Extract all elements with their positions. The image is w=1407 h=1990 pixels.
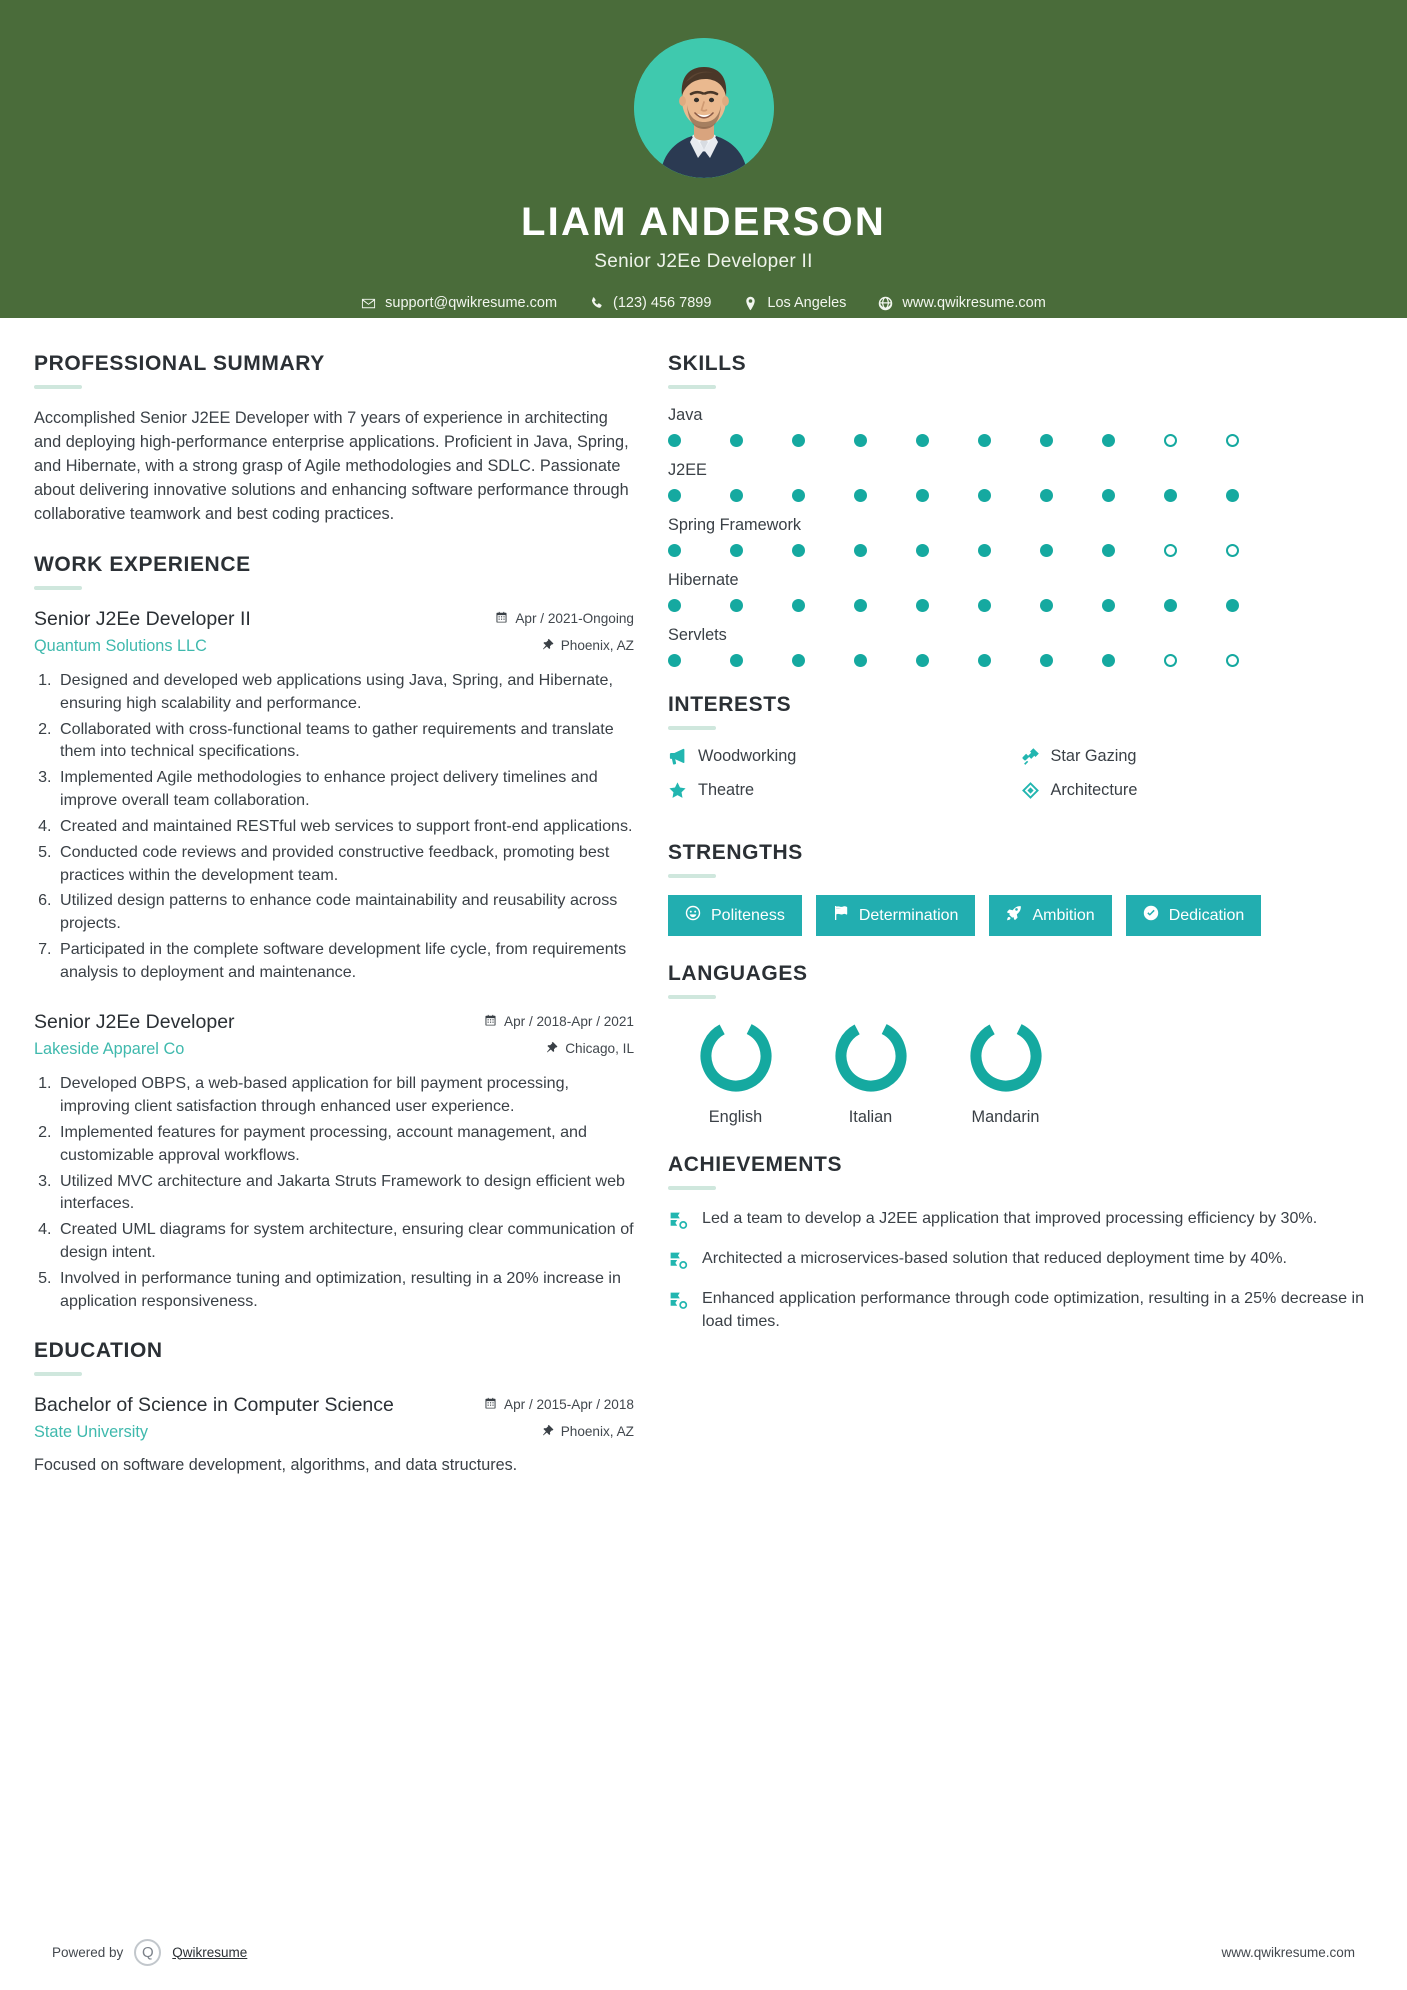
section-languages (668, 962, 1373, 1127)
skill-label: J2EE (668, 461, 707, 479)
skill-dot-filled (730, 654, 743, 667)
skill-label: Java (668, 406, 703, 424)
skill-item (668, 461, 1373, 502)
left-column (34, 352, 634, 1503)
skill-dot-empty (1164, 654, 1177, 667)
powered-by-label: Powered by (52, 1944, 124, 1960)
award-badge-icon (668, 1250, 689, 1271)
skill-item (668, 516, 1373, 557)
interest-label: Architecture (1050, 781, 1138, 799)
strength-tag-politeness (668, 895, 802, 936)
skill-dot-filled (978, 599, 991, 612)
phone-icon (589, 296, 604, 311)
section-title-languages: LANGUAGES (668, 962, 808, 985)
contact-phone[interactable] (573, 295, 727, 311)
section-rule (668, 1186, 716, 1190)
smiley-icon (685, 905, 701, 926)
education-description: Focused on software development, algorithms, and data structures. (34, 1455, 518, 1474)
skill-dot-filled (1040, 654, 1053, 667)
section-strengths (668, 841, 1373, 936)
achievement-item (668, 1287, 1373, 1332)
skill-dot-empty (1164, 544, 1177, 557)
job-bullet: 3. Implemented Agile methodologies to enhance project delivery timelines and improve overall team collaboration. (56, 766, 634, 812)
job-title: Senior J2Ee Developer II (34, 607, 251, 630)
section-title-strengths: STRENGTHS (668, 841, 803, 864)
interest-item (668, 781, 1021, 800)
achievement-text: Architected a microservices-based solution that reduced deployment time by 40%. (702, 1249, 1288, 1267)
strength-label: Determination (858, 906, 959, 924)
skill-dot-empty (1226, 434, 1239, 447)
interest-label: Theatre (698, 781, 755, 799)
pushpin-icon (541, 1424, 554, 1440)
skill-item (668, 571, 1373, 612)
job-bullet: 4. Created UML diagrams for system architecture, ensuring clear communication of design intent. (56, 1218, 634, 1264)
qwikresume-logo-icon: Q (134, 1939, 161, 1966)
language-progress-ring (831, 1016, 911, 1096)
skill-dot-filled (1040, 434, 1053, 447)
calendar-icon (495, 611, 508, 627)
skill-dot-filled (730, 434, 743, 447)
job-location-text: Chicago, IL (565, 1041, 634, 1057)
skill-dot-filled (1102, 544, 1115, 557)
job-role-subtitle: Senior J2Ee Developer II (594, 251, 813, 272)
section-rule (34, 385, 82, 389)
section-rule (668, 726, 716, 730)
section-title-interests: INTERESTS (668, 693, 792, 716)
job-bullet: 1. Developed OBPS, a web-based application for bill payment processing, improving client satisfaction through enhanced user experience. (56, 1072, 634, 1118)
job-location-text: Phoenix, AZ (560, 638, 634, 654)
skill-rating (668, 489, 1373, 502)
skill-dot-filled (1226, 599, 1239, 612)
skill-dot-filled (1102, 489, 1115, 502)
job-bullet: 4. Created and maintained RESTful web services to support front-end applications. (56, 815, 634, 838)
contact-phone-text: (123) 456 7899 (613, 295, 712, 311)
section-rule (34, 1372, 82, 1376)
strength-label: Dedication (1168, 906, 1245, 924)
achievement-item (668, 1207, 1373, 1231)
skill-rating (668, 654, 1373, 667)
experience-entry (34, 607, 634, 984)
section-interests (668, 693, 1373, 815)
diamond-icon (1021, 781, 1040, 800)
experience-entry (34, 1010, 634, 1313)
skill-dot-filled (668, 544, 681, 557)
resume-header (0, 0, 1407, 318)
skill-dot-filled (854, 544, 867, 557)
section-title-skills: SKILLS (668, 352, 747, 375)
skill-label: Spring Framework (668, 516, 802, 534)
skill-label: Hibernate (668, 571, 739, 589)
education-dates-text: Apr / 2015-Apr / 2018 (504, 1397, 634, 1413)
skill-dot-filled (1164, 489, 1177, 502)
award-badge-icon (668, 1210, 689, 1231)
section-education (34, 1339, 634, 1477)
skill-dot-filled (854, 654, 867, 667)
job-bullet: 2. Implemented features for payment processing, account management, and customizable approval workflows. (56, 1121, 634, 1167)
language-progress-ring (696, 1016, 776, 1096)
pushpin-icon (545, 1041, 558, 1057)
languages-list (668, 1016, 1373, 1127)
footer-website: www.qwikresume.com (1221, 1944, 1355, 1960)
skill-item (668, 406, 1373, 447)
job-bullet: 7. Participated in the complete software development life cycle, from requirements analysis to deployment and maintenance. (56, 938, 634, 984)
check-circle-icon (1143, 905, 1159, 926)
section-rule (34, 586, 82, 590)
skill-dot-empty (1164, 434, 1177, 447)
skill-dot-filled (978, 489, 991, 502)
job-bullets (56, 1072, 634, 1312)
contact-email-text: support@qwikresume.com (385, 295, 558, 311)
skill-dot-filled (1164, 599, 1177, 612)
skill-dot-filled (668, 434, 681, 447)
interests-list (668, 747, 1373, 815)
section-professional-summary (34, 352, 634, 527)
job-bullet: 6. Utilized design patterns to enhance code maintainability and reusability across projects. (56, 889, 634, 935)
section-rule (668, 385, 716, 389)
skill-dot-filled (854, 599, 867, 612)
skill-dot-filled (792, 489, 805, 502)
skill-dot-filled (1040, 599, 1053, 612)
language-item (803, 1016, 938, 1127)
strength-tag-determination (816, 895, 976, 936)
page-title: LIAM ANDERSON (521, 200, 886, 244)
education-location-text: Phoenix, AZ (560, 1424, 634, 1440)
award-badge-icon (668, 1290, 689, 1311)
language-progress-ring (966, 1016, 1046, 1096)
section-skills (668, 352, 1373, 667)
rocket-icon (1006, 905, 1022, 926)
language-label: Italian (848, 1108, 893, 1126)
language-label: Mandarin (971, 1108, 1040, 1126)
strength-tag-dedication (1126, 895, 1262, 936)
skill-dot-filled (1040, 544, 1053, 557)
avatar-photo (634, 38, 774, 178)
section-title-education: EDUCATION (34, 1338, 163, 1362)
hammer-icon (1021, 747, 1040, 766)
skill-dot-filled (730, 489, 743, 502)
summary-text: Accomplished Senior J2EE Developer with 7 years of experience in architecting and deploying high-performance enterprise applications. Proficient in Java, Spring, and Hibernate, with a strong grasp of Agile methodologies and SDLC. Passionate about delivering innovative solutions and enhancing software performance through collaborative teamwork and best coding practices. (34, 409, 629, 524)
job-bullet: 1. Designed and developed web applications using Java, Spring, and Hibernate, ensuring high scalability and performance. (56, 669, 634, 715)
skill-dot-filled (978, 654, 991, 667)
achievement-item (668, 1247, 1373, 1271)
skill-dot-filled (668, 654, 681, 667)
job-bullet: 5. Conducted code reviews and provided constructive feedback, promoting best practices within the development team. (56, 841, 634, 887)
skill-dot-filled (792, 654, 805, 667)
skill-dot-filled (854, 489, 867, 502)
skill-dot-filled (916, 599, 929, 612)
skill-dot-filled (792, 434, 805, 447)
skill-dot-filled (1040, 489, 1053, 502)
job-bullet: 5. Involved in performance tuning and optimization, resulting in a 20% increase in application responsiveness. (56, 1267, 634, 1313)
education-school[interactable]: State University (34, 1422, 149, 1441)
contact-bar (345, 295, 1062, 311)
skill-dot-filled (916, 544, 929, 557)
skill-dot-filled (854, 434, 867, 447)
contact-location (727, 295, 862, 311)
contact-website-text: www.qwikresume.com (902, 295, 1046, 311)
language-item (668, 1016, 803, 1127)
envelope-icon (361, 296, 376, 311)
skill-dot-filled (730, 544, 743, 557)
skill-dot-filled (978, 544, 991, 557)
resume-body (0, 318, 1407, 1503)
skill-rating (668, 544, 1373, 557)
job-dates (484, 1014, 634, 1030)
section-title-achievements: ACHIEVEMENTS (668, 1153, 843, 1176)
page-footer (0, 1914, 1407, 1990)
section-title-experience: WORK EXPERIENCE (34, 552, 251, 576)
education-dates (484, 1397, 634, 1413)
section-title-summary: PROFESSIONAL SUMMARY (34, 352, 325, 375)
education-degree: Bachelor of Science in Computer Science (34, 1393, 394, 1416)
right-column (668, 352, 1373, 1503)
skill-item (668, 626, 1373, 667)
interest-label: Star Gazing (1050, 747, 1137, 765)
skill-label: Servlets (668, 626, 727, 644)
language-label: English (708, 1108, 763, 1126)
language-item (938, 1016, 1073, 1127)
interest-label: Woodworking (698, 747, 797, 765)
job-bullet: 2. Collaborated with cross-functional teams to gather requirements and translate them into technical specifications. (56, 718, 634, 764)
skill-dot-empty (1226, 544, 1239, 557)
interest-item (668, 747, 1021, 766)
megaphone-icon (668, 747, 687, 766)
skill-dot-filled (916, 434, 929, 447)
skill-dot-filled (730, 599, 743, 612)
qwikresume-link[interactable]: Qwikresume (172, 1944, 248, 1960)
strengths-list (668, 895, 1373, 936)
skill-rating (668, 599, 1373, 612)
interest-item (1021, 781, 1374, 800)
achievement-text: Led a team to develop a J2EE application that improved processing efficiency by 30%. (702, 1209, 1318, 1227)
strength-tag-ambition (989, 895, 1111, 936)
powered-by (52, 1939, 247, 1966)
skill-dot-filled (916, 489, 929, 502)
skill-dot-filled (668, 489, 681, 502)
skill-dot-filled (1102, 599, 1115, 612)
skill-dot-filled (1226, 489, 1239, 502)
job-bullets (56, 669, 634, 984)
flag-icon (833, 905, 849, 926)
skill-dot-filled (668, 599, 681, 612)
strength-label: Ambition (1032, 906, 1095, 924)
skill-dot-filled (792, 599, 805, 612)
skill-dot-filled (1102, 654, 1115, 667)
section-achievements (668, 1153, 1373, 1332)
skill-rating (668, 434, 1373, 447)
job-location (484, 1041, 634, 1057)
job-company[interactable]: Lakeside Apparel Co (34, 1040, 185, 1059)
education-location (484, 1424, 634, 1440)
job-dates (495, 611, 634, 627)
education-entry (34, 1393, 634, 1477)
job-title: Senior J2Ee Developer (34, 1010, 235, 1033)
calendar-icon (484, 1397, 497, 1413)
skill-dot-filled (1102, 434, 1115, 447)
avatar (634, 38, 774, 178)
skill-dot-filled (978, 434, 991, 447)
section-rule (668, 874, 716, 878)
star-icon (668, 781, 687, 800)
skill-dot-filled (792, 544, 805, 557)
job-bullet: 3. Utilized MVC architecture and Jakarta Struts Framework to design efficient web interfaces. (56, 1170, 634, 1216)
contact-email[interactable] (345, 295, 573, 311)
contact-website[interactable] (862, 295, 1061, 311)
section-rule (668, 995, 716, 999)
job-company[interactable]: Quantum Solutions LLC (34, 636, 207, 655)
strength-label: Politeness (711, 906, 785, 924)
calendar-icon (484, 1014, 497, 1030)
section-work-experience (34, 553, 634, 1313)
job-location (495, 638, 634, 654)
achievement-text: Enhanced application performance through code optimization, resulting in a 25% decrease in load times. (702, 1289, 1365, 1330)
skill-dot-empty (1226, 654, 1239, 667)
pushpin-icon (541, 638, 554, 654)
map-pin-icon (743, 296, 758, 311)
globe-icon (878, 296, 893, 311)
job-dates-text: Apr / 2018-Apr / 2021 (504, 1014, 634, 1030)
contact-location-text: Los Angeles (767, 295, 847, 311)
job-dates-text: Apr / 2021-Ongoing (515, 611, 634, 627)
interest-item (1021, 747, 1374, 766)
skill-dot-filled (916, 654, 929, 667)
